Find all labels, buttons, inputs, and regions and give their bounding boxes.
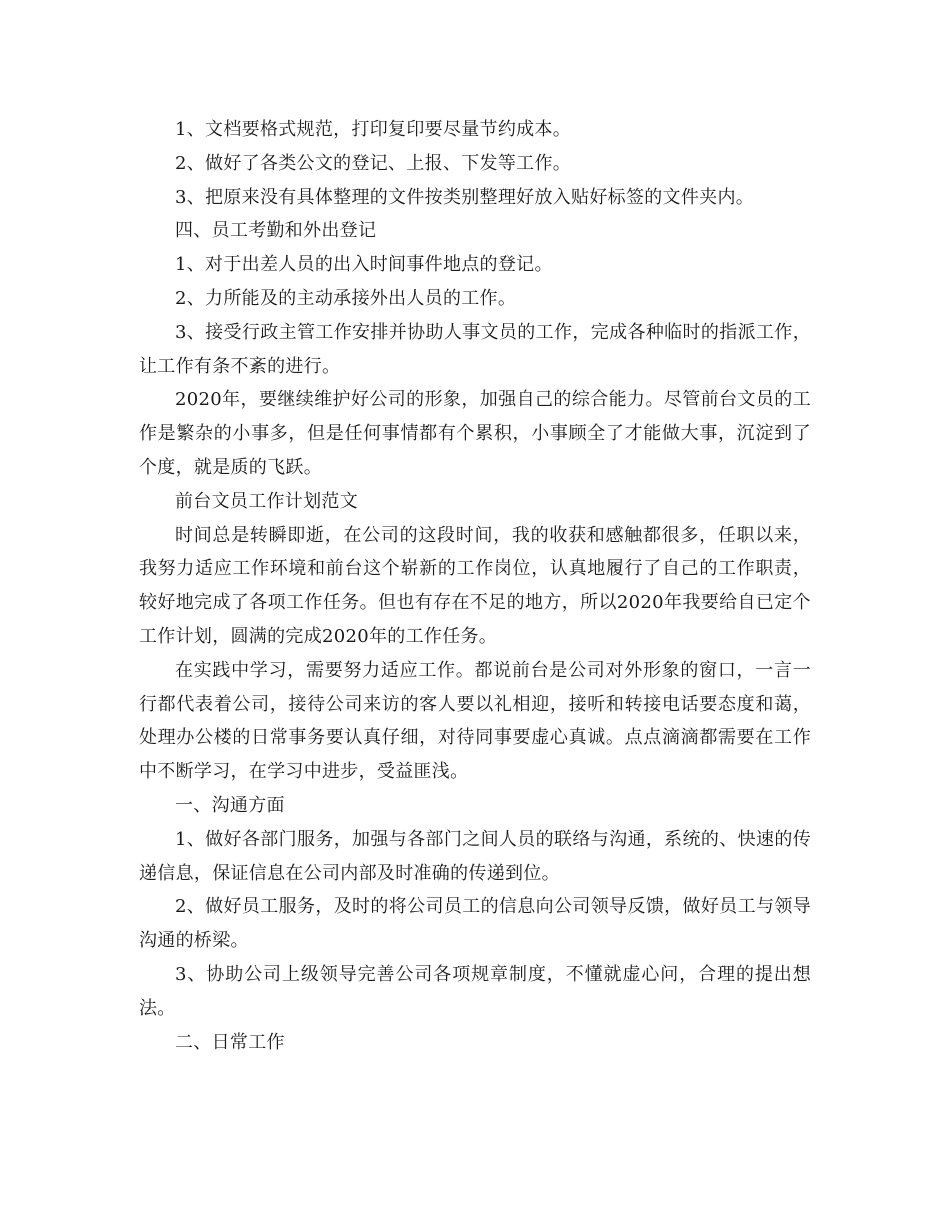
section-heading-4: 四、员工考勤和外出登记 (175, 220, 377, 242)
paragraph-3: 3、把原来没有具体整理的文件按类别整理好放入贴好标签的文件夹内。 (175, 186, 755, 208)
article-title: 前台文员工作计划范文 (175, 490, 358, 512)
section-heading-2: 二、日常工作 (175, 1031, 285, 1053)
paragraph-2: 2、做好了各类公文的登记、上报、下发等工作。 (175, 152, 572, 174)
paragraph-11: 在实践中学习，需要努力适应工作。都说前台是公司对外形象的窗口，一言一行都代表着公司，接待公司来访的客人要以礼相迎，接听和转接电话要态度和蔼，处理办公楼的日常事务要认真仔细，对待同事要虚心真诚。点点滴滴都需要在工作中不断学习，在学习中进步，受益匪浅。 (139, 659, 811, 783)
section-heading-1: 一、沟通方面 (175, 794, 285, 816)
paragraph-15: 3、协助公司上级领导完善公司各项规章制度，不懂就虚心问，合理的提出想法。 (139, 963, 811, 1019)
paragraph-14: 2、做好员工服务，及时的将公司员工的信息向公司领导反馈，做好员工与领导沟通的桥梁。 (139, 896, 811, 952)
paragraph-6: 2、力所能及的主动承接外出人员的工作。 (175, 287, 517, 309)
paragraph-10: 时间总是转瞬即逝，在公司的这段时间，我的收获和感触都很多，任职以来，我努力适应工作环境和前台这个崭新的工作岗位，认真地履行了自己的工作职责，较好地完成了各项工作任务。但也有存在不足的地方，所以2020年我要给自已定个工作计划，圆满的完成2020年的工作任务。 (139, 524, 811, 647)
paragraph-5: 1、对于出差人员的出入时间事件地点的登记。 (175, 254, 553, 276)
paragraph-8: 2020年，要继续维护好公司的形象，加强自己的综合能力。尽管前台文员的工作是繁杂的小事多，但是任何事情都有个累积，小事顾全了才能做大事，沉淀到了个度，就是质的飞跃。 (139, 389, 811, 478)
paragraph-13: 1、做好各部门服务，加强与各部门之间人员的联络与沟通，系统的、快速的传递信息，保证信息在公司内部及时准确的传递到位。 (139, 828, 811, 884)
document-body (139, 113, 811, 1059)
paragraph-7: 3、接受行政主管工作安排并协助人事文员的工作，完成各种临时的指派工作，让工作有条不紊的进行。 (139, 321, 811, 377)
paragraph-1: 1、文档要格式规范，打印复印要尽量节约成本。 (175, 119, 572, 140)
